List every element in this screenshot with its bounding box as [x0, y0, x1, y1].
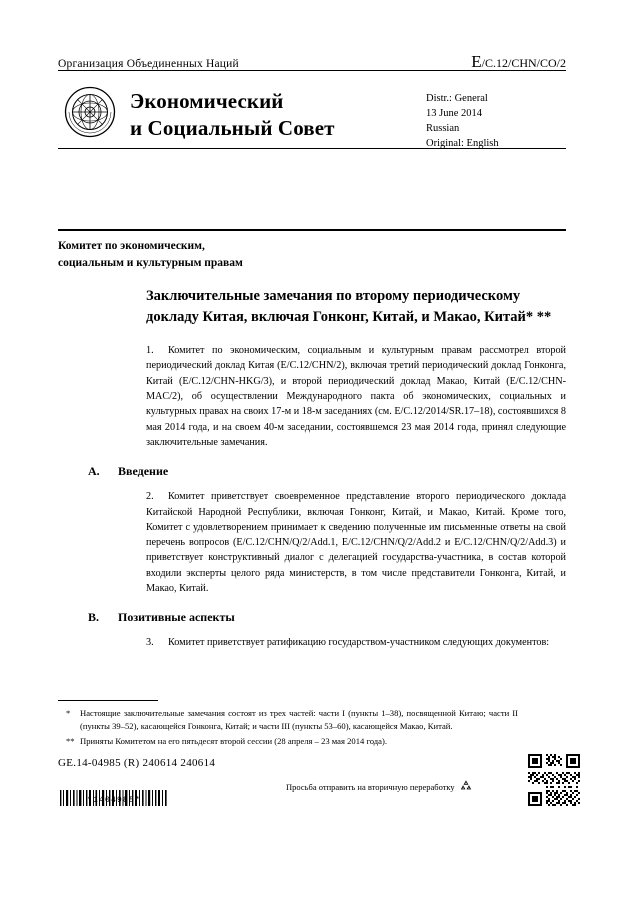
footnote-2-text: Приняты Комитетом на его пятьдесят второй сессии (28 апреля – 23 мая 2014 года). — [80, 735, 387, 746]
un-emblem-icon — [64, 86, 116, 138]
document-symbol — [471, 52, 566, 72]
qr-code — [526, 752, 582, 808]
recycle-note-text: Просьба отправить на вторичную переработку — [286, 782, 455, 792]
section-heading-a — [88, 464, 566, 479]
footnote-2-mark: ** — [66, 735, 75, 746]
paragraph-3-text: Комитет приветствует ратификацию государством-участником следующих документов: — [168, 637, 550, 649]
distr-line-4: Original: English — [426, 137, 499, 149]
footnote-1-mark: * — [66, 708, 71, 718]
distribution-block — [426, 92, 566, 152]
paragraph-3-number: 3. — [146, 637, 154, 649]
committee-rule — [58, 229, 566, 231]
committee-name — [58, 238, 566, 271]
document-symbol-prefix: E — [471, 52, 482, 71]
barcode-number: *1404985* — [86, 796, 141, 805]
section-b-letter: B. — [88, 610, 100, 625]
distr-line-3: Russian — [426, 122, 460, 134]
paragraph-2-number: 2. — [146, 491, 154, 503]
paragraph-1 — [146, 343, 566, 450]
document-body — [88, 286, 566, 661]
header-rule — [58, 70, 566, 71]
paragraph-1-text: Комитет по экономическим, социальным и культурным правам рассмотрел второй периодический доклад Китая (E/C.12/CHN/2), включая третий периодический доклад Гонконга, Китай (E/C.12/CHN-HKG/3), и второй периодический доклад Макао, Китай (E/C.12/CHN-MAC/2), об осуществлении Международного пакта об экономических, социальных и культурных правах на своих 17-м и 18-м заседаниях (см. E/C.12/2014/SR.17–18), состоявшихся 8 мая 2014 года, и на своем 40-м заседании, состоявшемся 23 мая 2014 года, принял следующие заключительные замечания. — [146, 345, 566, 448]
masthead-title — [130, 88, 416, 142]
page-title: Заключительные замечания по второму периодическому докладу Китая, включая Гонконг, Китай, и Макао, Китай* ** — [146, 288, 552, 325]
footnote-1 — [58, 707, 518, 733]
section-a-letter: A. — [88, 464, 100, 479]
distr-line-2: 13 June 2014 — [426, 107, 482, 119]
committee-line-1: Комитет по экономическим, — [58, 240, 205, 252]
masthead-title-line1: Экономический — [130, 89, 284, 113]
distr-line-1: Distr.: General — [426, 93, 488, 104]
section-a-title: Введение — [118, 464, 169, 479]
document-header — [58, 52, 566, 72]
section-heading-b — [88, 610, 566, 625]
job-code: GE.14-04985 (R) 240614 240614 — [58, 757, 216, 769]
footnote-1-text: Настоящие заключительные замечания состоят из трех частей: части I (пункты 1–38), посвященной Китаю; части II (пункты 39–52), касающейся Гонконга, Китай; и части III (пункты 53–60), касающейся Макао, Китай. — [80, 708, 518, 731]
footnotes — [58, 707, 518, 750]
masthead — [58, 80, 566, 152]
paragraph-2-text: Комитет приветствует своевременное представление второго периодического доклада Китайской Народной Республики, включая Гонконг, Китай, и Макао, Китай. Кроме того, Комитет с удовлетворением принимает к сведению полученные им письменные ответы на свой перечень вопросов (E/C.12/CHN/Q/2/Add.1, E/C.12/CHN/Q/2/Add.2 и E/C.12/CHN/Q/2/Add.3) и приветствует конструктивный диалог с делегацией государства-участника, в состав которой входили эксперты целого ряда министерств, в том числе представители Гонконга, Китай, и Макао, Китай. — [146, 491, 566, 595]
section-b-title: Позитивные аспекты — [118, 610, 235, 625]
footnote-rule — [58, 700, 158, 701]
paragraph-1-number: 1. — [146, 345, 154, 357]
masthead-rule — [58, 148, 566, 149]
document-symbol-rest: /C.12/CHN/CO/2 — [481, 56, 566, 70]
organization-name: Организация Объединенных Наций — [58, 58, 239, 70]
committee-line-2: социальным и культурным правам — [58, 256, 243, 269]
paragraph-2 — [146, 489, 566, 596]
footnote-2 — [58, 735, 518, 748]
recycle-icon — [460, 780, 472, 794]
recycle-note — [286, 780, 472, 794]
paragraph-3 — [146, 635, 566, 650]
masthead-title-line2: и Социальный Совет — [130, 115, 335, 140]
